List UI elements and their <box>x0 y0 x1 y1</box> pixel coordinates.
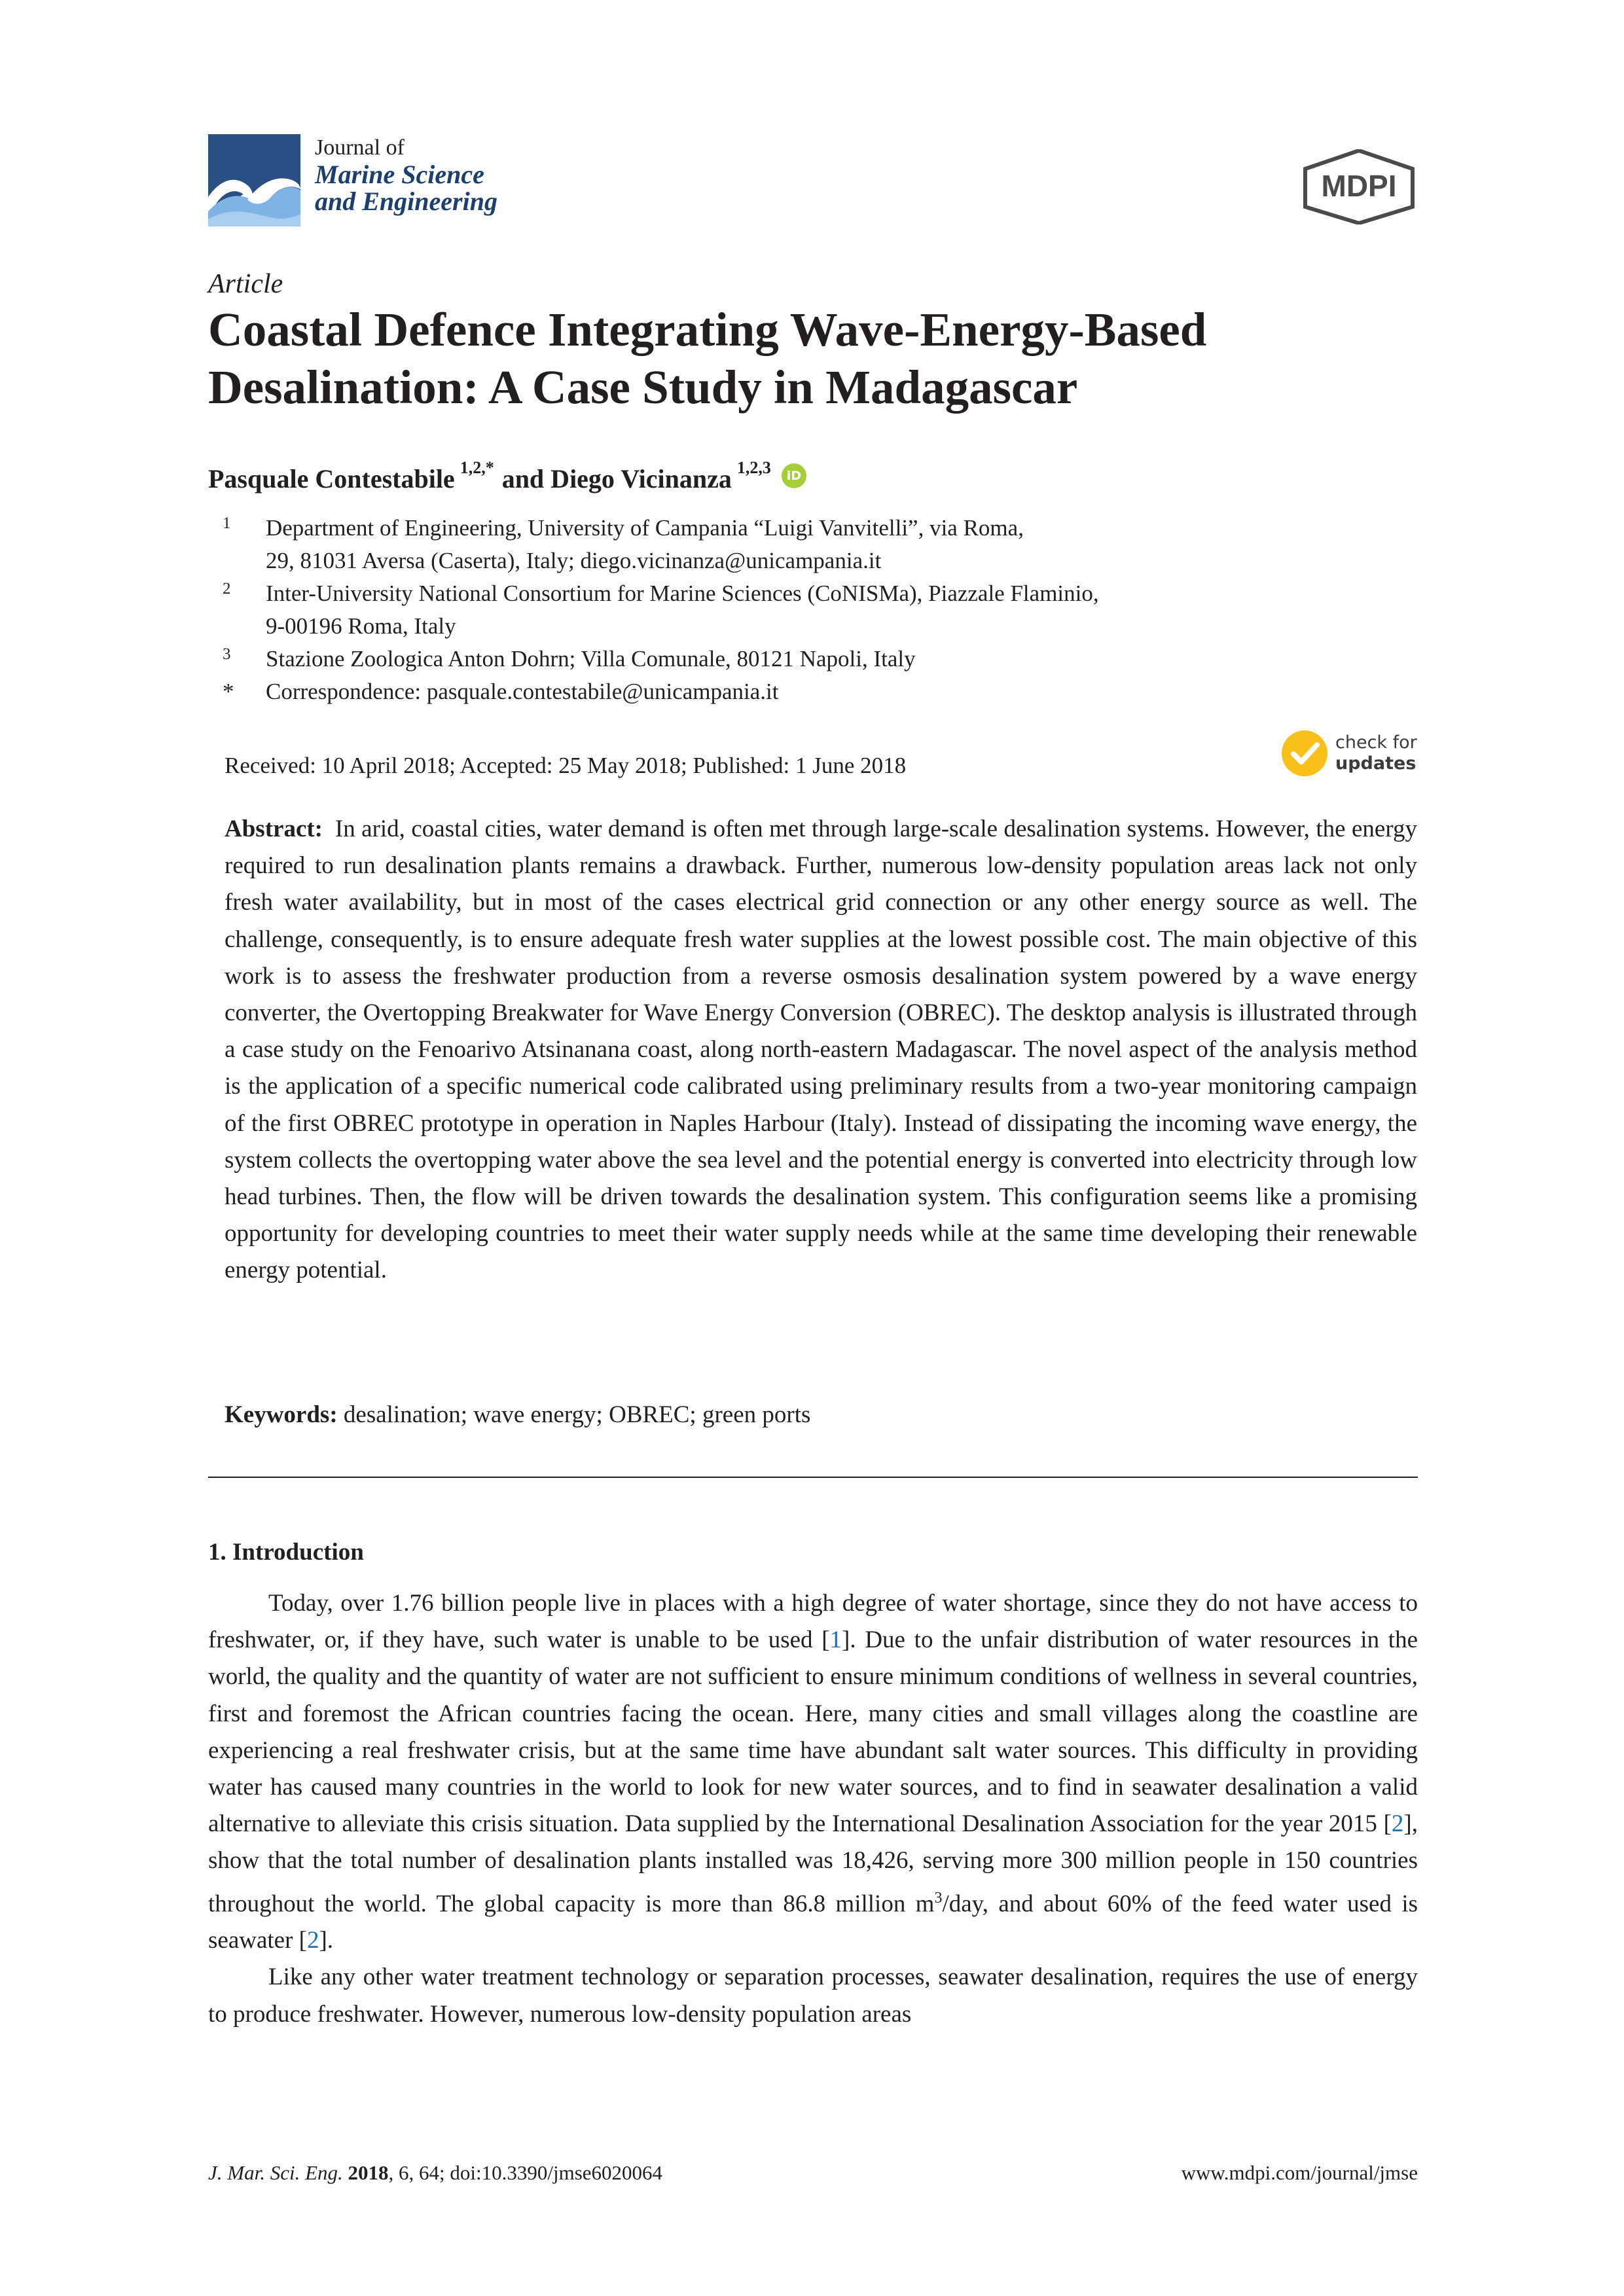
abstract-text: In arid, coastal cities, water demand is often met through large-scale desalination systems. However, the energy required to run desalination plants remains a drawback. Further, numerous low-density population areas lack not only fresh water availability, but in most of the cases electrical grid connection or any other energy source as well. The challenge, consequently, is to ensure adequate fresh water supplies at the lowest possible cost. The main objective of this work is to assess the freshwater production from a reverse osmosis desalination system powered by a wave energy converter, the Overtopping Breakwater for Wave Energy Conversion (OBREC). The desktop analysis is illustrated through a case study on the Fenoarivo Atsinanana coast, along north-eastern Madagascar. The novel aspect of the analysis method is the application of a specific numerical code calibrated using preliminary results from a two-year monitoring campaign of the first OBREC prototype in operation in Naples Harbour (Italy). Instead of dissipating the incoming wave energy, the system collects the overtopping water above the sea level and the potential energy is converted into electricity through low head turbines. Then, the flow will be driven towards the desalination system. This configuration seems like a promising opportunity for developing countries to meet their water supply needs while at the same time developing their renewable energy potential. <box>225 816 1418 1284</box>
affiliation-line: Stazione Zoologica Anton Dohrn; Villa Comunale, 80121 Napoli, Italy <box>266 646 916 672</box>
introduction-body <box>208 1585 1418 2033</box>
author-name[interactable]: and Diego Vicinanza <box>501 464 732 493</box>
paper-title <box>208 301 1452 416</box>
abstract-label: Abstract: <box>225 816 323 842</box>
citation-link[interactable]: 1 <box>829 1626 842 1654</box>
orcid-icon[interactable]: iD <box>782 463 806 488</box>
footer-citation <box>208 2161 662 2185</box>
affiliation-item <box>208 577 1452 643</box>
affiliation-line: Inter-University National Consortium for Marine Sciences (CoNISMa), Piazzale Flaminio, <box>266 581 1099 606</box>
journal-name-line1: Journal of <box>315 135 405 160</box>
superscript: 3 <box>934 1889 943 1907</box>
keywords <box>225 1401 1417 1429</box>
text-run: Today, over 1.76 billion people live in places with a high degree of water shortage, since they do not have access to freshwater, or, if they have, such water is unable to be used [ <box>208 1590 1418 1654</box>
correspondence-mark: * <box>223 679 234 704</box>
affiliation-line: Department of Engineering, University of Campania “Luigi Vanvitelli”, via Roma, <box>266 515 1024 541</box>
text-run: ]. Due to the unfair distribution of water resources in the world, the quality and the quantity of water are not sufficient to ensure minimum conditions of wellness in several countries, first and foremost the African countries facing the ocean. Here, many cities and small villages along the coastline are experiencing a real freshwater crisis, but at the same time have abundant salt water sources. This difficulty in providing water has caused many countries in the world to look for new water sources, and to find in seawater desalination a valid alternative to alleviate this crisis situation. Data supplied by the International Desalination Association for the year 2015 [ <box>208 1626 1418 1838</box>
affiliation-item <box>208 675 1452 708</box>
text-run: ], show that the total number of desalination plants installed was 18,426, serving more 300 million people in 150 countries throughout the world. The global capacity is more than 86.8 million m <box>208 1810 1418 1917</box>
check-for-updates-badge[interactable] <box>1282 730 1419 777</box>
abstract <box>225 811 1417 1289</box>
paragraph: Like any other water treatment technology or separation processes, seawater desalination, requires the use of energy to produce freshwater. However, numerous low-density population areas <box>208 1964 1418 2028</box>
check-updates-icon <box>1282 730 1327 776</box>
journal-name <box>315 134 577 215</box>
check-updates-line1: check for <box>1335 732 1417 753</box>
affiliation-item <box>208 512 1452 577</box>
affiliation-number: 2 <box>223 580 231 598</box>
affiliation-number: 3 <box>223 645 231 663</box>
publication-dates: Received: 10 April 2018; Accepted: 25 May 2018; Published: 1 June 2018 <box>225 753 907 778</box>
journal-name-line2: Marine Science <box>315 160 484 189</box>
paragraph <box>208 1585 1418 1959</box>
author-affiliation-marks: 1,2,3 <box>736 458 771 477</box>
keywords-text: desalination; wave energy; OBREC; green ports <box>343 1401 811 1428</box>
footer-url[interactable]: www.mdpi.com/journal/jmse <box>1181 2161 1418 2184</box>
text-run: /day, and about 60% of the feed water used is seawater [ <box>208 1890 1418 1954</box>
author-list <box>208 458 806 494</box>
affiliation-line: 9-00196 Roma, Italy <box>266 613 456 639</box>
mdpi-logo-text: MDPI <box>1321 169 1397 203</box>
author-affiliation-marks: 1,2,* <box>460 458 494 477</box>
paper-title-line2: Desalination: A Case Study in Madagascar <box>208 361 1078 414</box>
footer-journal-abbrev: J. Mar. Sci. Eng. <box>208 2161 343 2184</box>
text-run: ]. <box>319 1927 334 1954</box>
affiliation-line: 29, 81031 Aversa (Caserta), Italy; diego.vicinanza@unicampania.it <box>266 548 882 573</box>
affiliation-item <box>208 643 1452 675</box>
keywords-label: Keywords: <box>225 1401 338 1428</box>
footer-volume-doi: , 6, 64; doi:10.3390/jmse6020064 <box>388 2161 663 2184</box>
check-updates-line2: updates <box>1335 753 1416 774</box>
journal-name-line3: and Engineering <box>315 187 497 216</box>
author-name[interactable]: Pasquale Contestabile <box>208 464 455 493</box>
affiliation-number: 1 <box>223 514 231 532</box>
citation-link[interactable]: 2 <box>306 1927 319 1954</box>
citation-link[interactable]: 2 <box>1391 1810 1404 1838</box>
mdpi-logo <box>1301 149 1416 224</box>
journal-logo <box>208 134 300 226</box>
section-divider <box>208 1477 1418 1478</box>
article-type-label: Article <box>208 269 283 299</box>
paper-title-line1: Coastal Defence Integrating Wave-Energy-Based <box>208 303 1207 356</box>
footer-year: 2018 <box>348 2161 389 2184</box>
section-heading-introduction: 1. Introduction <box>208 1539 364 1566</box>
affiliations <box>208 512 1452 708</box>
correspondence-line: Correspondence: pasquale.contestabile@unicampania.it <box>266 679 779 704</box>
